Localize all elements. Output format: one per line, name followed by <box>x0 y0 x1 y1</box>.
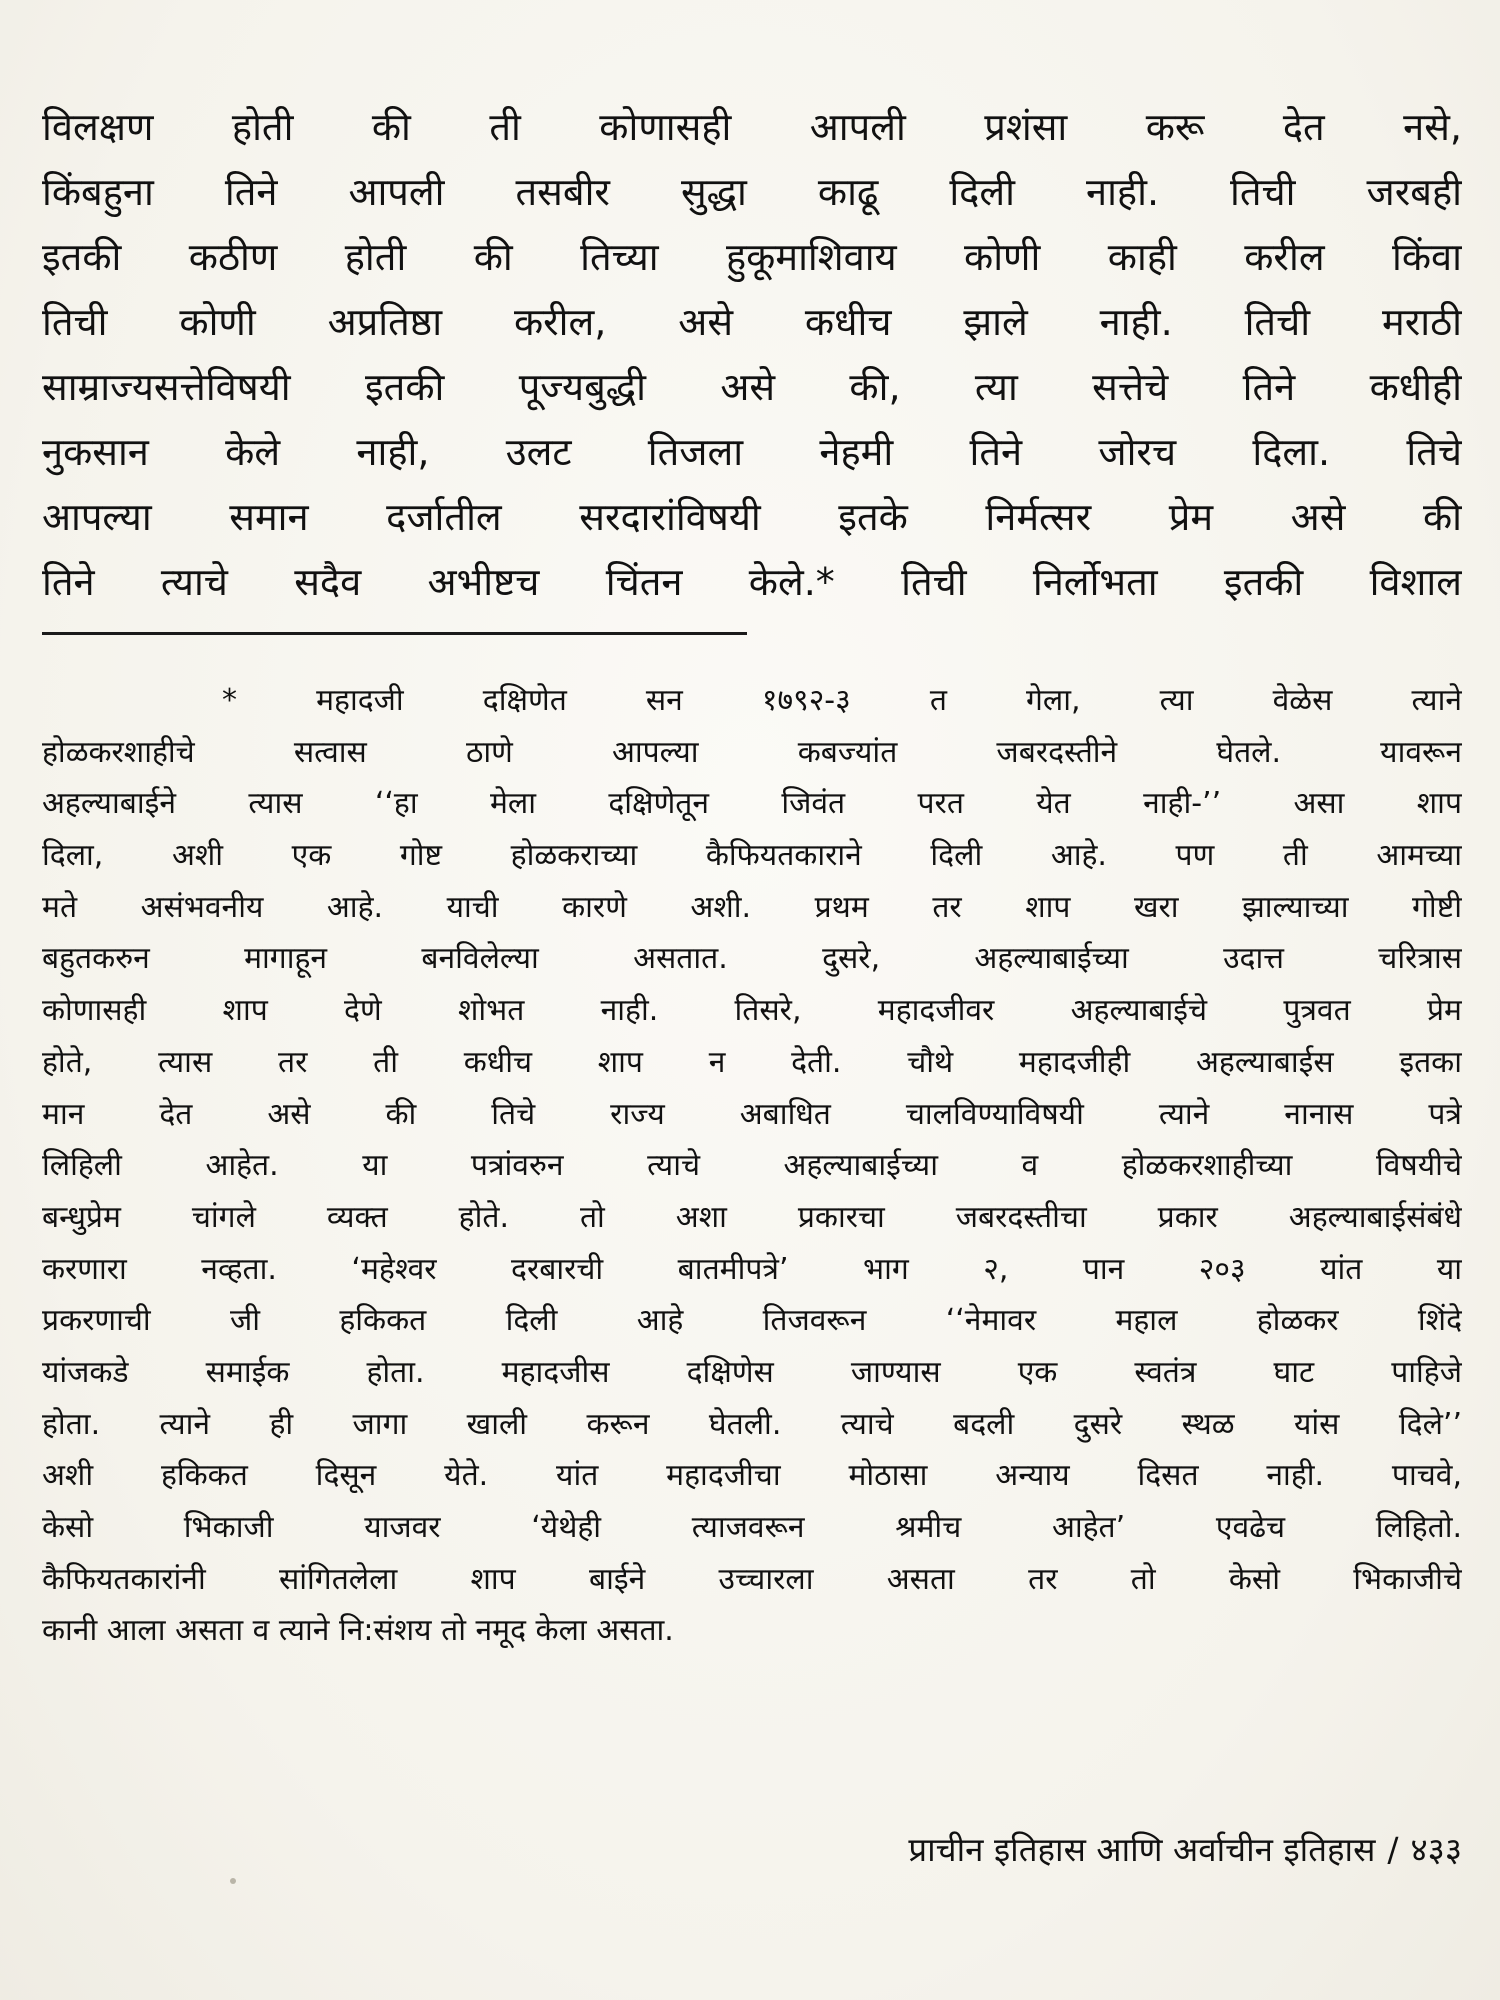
page-number: ४३३ <box>1410 1830 1462 1869</box>
paragraph-line: तिची कोणी अप्रतिष्ठा करील, असे कधीच झाले नाही. तिची मराठी <box>42 300 1462 344</box>
footnote-line: कोणासही शाप देणे शोभत नाही. तिसरे, महादजीवर अहल्याबाईचे पुत्रवत प्रेम <box>42 993 1462 1029</box>
paragraph-line: किंबहुना तिने आपली तसबीर सुद्धा काढू दिली नाही. तिची जरबही <box>42 170 1462 214</box>
page-footer <box>908 1825 1462 1875</box>
footnote-line: करणारा नव्हता. ‘महेश्वर दरबारची बातमीपत्रे’ भाग २, पान २०३ यांत या <box>42 1251 1462 1287</box>
footnote-line: अहल्याबाईने त्यास ‘‘हा मेला दक्षिणेतून जिवंत परत येत नाही-’’ असा शाप <box>42 786 1462 822</box>
footnote-line: यांजकडे समाईक होता. महादजीस दक्षिणेस जाण्यास एक स्वतंत्र घाट पाहिजे <box>42 1354 1462 1390</box>
footnote-line: प्रकरणाची जी हकिकत दिली आहे तिजवरून ‘‘नेमावर महाल होळकर शिंदे <box>42 1303 1462 1339</box>
footnote-line: लिहिली आहेत. या पत्रांवरुन त्याचे अहल्याबाईच्या व होळकरशाहीच्या विषयीचे <box>42 1148 1462 1184</box>
paragraph-line: तिने त्याचे सदैव अभीष्टच चिंतन केले.* तिची निर्लोभता इतकी विशाल <box>42 560 1462 604</box>
footnote-line: कानी आला असता व त्याने नि:संशय तो नमूद केला असता. <box>42 1613 674 1649</box>
footer-separator: / <box>1387 1830 1399 1869</box>
book-title: प्राचीन इतिहास आणि अर्वाचीन इतिहास <box>908 1830 1376 1869</box>
footnote-line: केसो भिकाजी याजवर ‘येथेही त्याजवरून श्रमीच आहेत’ एवढेच लिहितो. <box>42 1510 1462 1545</box>
paragraph-line: आपल्या समान दर्जातील सरदारांविषयी इतके निर्मत्सर प्रेम असे की <box>42 495 1462 539</box>
footnote-line: मान देत असे की तिचे राज्य अबाधित चालविण्याविषयी त्याने नानास पत्रे <box>42 1096 1462 1132</box>
footnote-divider <box>42 632 747 635</box>
footnote-line: होता. त्याने ही जागा खाली करून घेतली. त्याचे बदली दुसरे स्थळ यांस दिले’’ <box>42 1406 1462 1442</box>
main-paragraph <box>42 95 1462 615</box>
footnote-line: अशी हकिकत दिसून येते. यांत महादजीचा मोठासा अन्याय दिसत नाही. पाचवे, <box>42 1458 1462 1494</box>
footnote <box>42 675 1462 1657</box>
paragraph-line: इतकी कठीण होती की तिच्या हुकूमाशिवाय कोणी काही करील किंवा <box>42 235 1462 279</box>
paragraph-line: नुकसान केले नाही, उलट तिजला नेहमी तिने जोरच दिला. तिचे <box>42 430 1462 474</box>
paragraph-line: विलक्षण होती की ती कोणासही आपली प्रशंसा करू देत नसे, <box>42 105 1462 149</box>
footnote-line: दिला, अशी एक गोष्ट होळकराच्या कैफियतकाराने दिली आहे. पण ती आमच्या <box>42 838 1462 874</box>
footnote-line: कैफियतकारांनी सांगितलेला शाप बाईने उच्चारला असता तर तो केसो भिकाजीचे <box>42 1561 1462 1597</box>
footnote-line: बन्धुप्रेम चांगले व्यक्त होते. तो अशा प्रकारचा जबरदस्तीचा प्रकार अहल्याबाईसंबंधे <box>42 1199 1462 1235</box>
paragraph-line: साम्राज्यसत्तेविषयी इतकी पूज्यबुद्धी असे की, त्या सत्तेचे तिने कधीही <box>42 365 1462 409</box>
footnote-line: होळकरशाहीचे सत्वास ठाणे आपल्या कबज्यांत जबरदस्तीने घेतले. यावरून <box>42 734 1462 770</box>
footnote-line: बहुतकरुन मागाहून बनविलेल्या असतात. दुसरे, अहल्याबाईच्या उदात्त चरित्रास <box>42 941 1462 977</box>
footnote-line: मते असंभवनीय आहे. याची कारणे अशी. प्रथम तर शाप खरा झाल्याच्या गोष्टी <box>42 889 1462 925</box>
footnote-line: * महादजी दक्षिणेत सन १७९२-३ त गेला, त्या वेळेस त्याने <box>222 683 1462 718</box>
paper-speck <box>230 1878 236 1884</box>
footnote-line: होते, त्यास तर ती कधीच शाप न देती. चौथे महादजीही अहल्याबाईस इतका <box>42 1044 1462 1080</box>
